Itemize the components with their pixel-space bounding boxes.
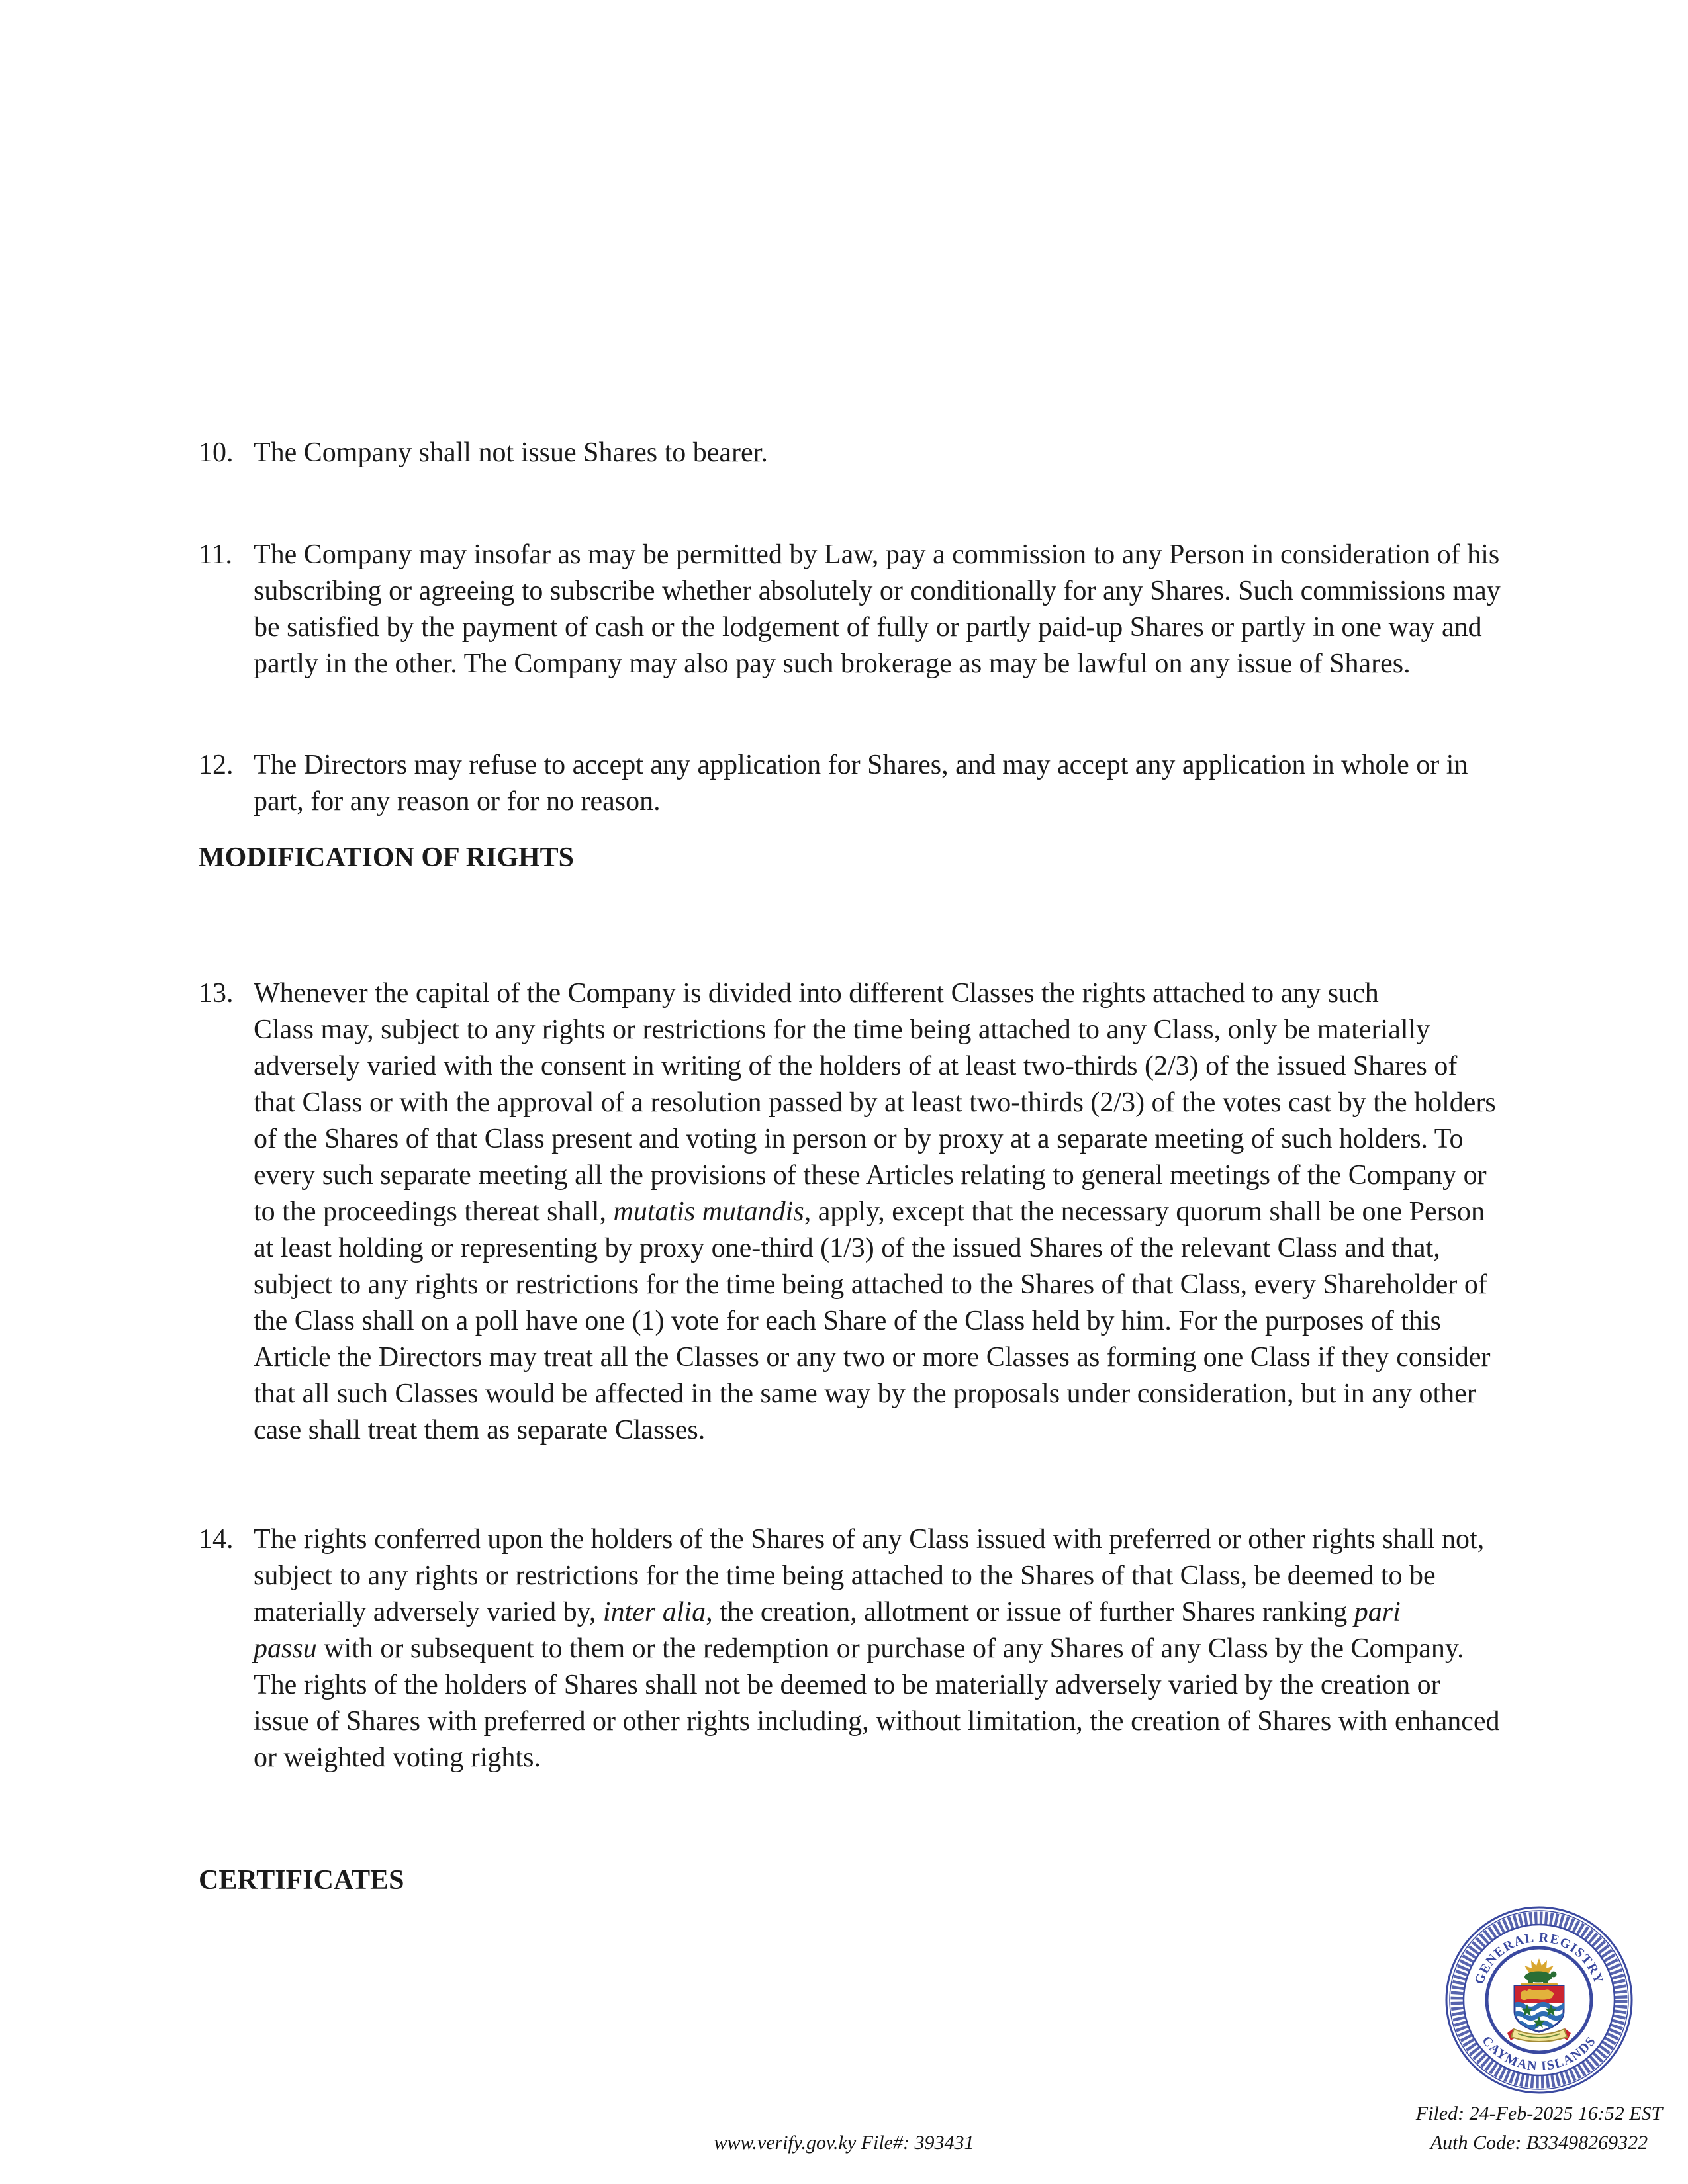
articles-section — [199, 435, 1529, 1899]
filed-date-line: Filed: 24-Feb-2025 16:52 EST — [1415, 2103, 1663, 2124]
section-heading: MODIFICATION OF RIGHTS — [199, 842, 575, 873]
article-item-13 — [199, 976, 1529, 1449]
text-line: to the proceedings thereat shall, mutatis mutandis, apply, except that the necessary quorum shall be one Person — [254, 1197, 1485, 1227]
article-text — [254, 976, 1529, 1449]
text-line: The rights conferred upon the holders of the Shares of any Class issued with preferred or other rights shall not, — [254, 1524, 1485, 1555]
text-line: every such separate meeting all the provisions of these Articles relating to general meetings of the Company or — [254, 1160, 1487, 1191]
text-line: adversely varied with the consent in writing of the holders of at least two-thirds (2/3) of the issued Shares of — [254, 1051, 1458, 1081]
text-line: The Company shall not issue Shares to bearer. — [254, 437, 768, 468]
verify-footer-line: www.verify.gov.ky File#: 393431 — [714, 2132, 974, 2154]
text-line: the Class shall on a poll have one (1) vote for each Share of the Class held by him. For the purposes of this — [254, 1306, 1441, 1336]
text-line: The Company may insofar as may be permitted by Law, pay a commission to any Person in consideration of his — [254, 539, 1500, 570]
text-line: Whenever the capital of the Company is divided into different Classes the rights attached to any such — [254, 978, 1379, 1009]
text-line: subscribing or agreeing to subscribe whether absolutely or conditionally for any Shares. Such commissions may — [254, 576, 1501, 606]
text-line: materially adversely varied by, inter alia, the creation, allotment or issue of further Shares ranking pari — [254, 1597, 1401, 1627]
text-line: Class may, subject to any rights or restrictions for the time being attached to any Class, only be materially — [254, 1015, 1430, 1045]
article-number: 12. — [199, 750, 234, 780]
section-heading: CERTIFICATES — [199, 1865, 404, 1895]
general-registry-seal — [1443, 1904, 1635, 2096]
seal-top-text: GENERAL REGISTRY — [1472, 1930, 1607, 1987]
article-item-11 — [199, 537, 1529, 682]
text-line: The Directors may refuse to accept any application for Shares, and may accept any application in whole or in — [254, 750, 1468, 780]
text-line: case shall treat them as separate Classes. — [254, 1415, 706, 1445]
article-number: 13. — [199, 978, 234, 1009]
text-line: issue of Shares with preferred or other rights including, without limitation, the creation of Shares with enhanced — [254, 1706, 1500, 1737]
article-item-12 — [199, 747, 1529, 820]
text-line: at least holding or representing by proxy one-third (1/3) of the issued Shares of the relevant Class and that, — [254, 1233, 1440, 1263]
article-text — [254, 1522, 1529, 1776]
text-line: The rights of the holders of Shares shall not be deemed to be materially adversely varied by the creation or — [254, 1670, 1440, 1700]
text-line: passu with or subsequent to them or the redemption or purchase of any Shares of any Class by the Company. — [254, 1633, 1464, 1664]
text-line: partly in the other. The Company may also pay such brokerage as may be lawful on any issue of Shares. — [254, 649, 1411, 679]
text-line: Article the Directors may treat all the Classes or any two or more Classes as forming one Class if they consider — [254, 1342, 1491, 1373]
auth-code-line: Auth Code: B33498269322 — [1430, 2132, 1648, 2154]
article-item-14 — [199, 1522, 1529, 1776]
article-text — [254, 747, 1529, 820]
turtle — [1524, 1972, 1557, 1984]
text-line: part, for any reason or for no reason. — [254, 786, 661, 817]
article-text — [254, 435, 1529, 471]
article-text — [254, 537, 1529, 682]
text-line: subject to any rights or restrictions for the time being attached to the Shares of that Class, every Shareholder of — [254, 1269, 1487, 1300]
article-number: 10. — [199, 437, 234, 468]
text-line: that all such Classes would be affected in the same way by the proposals under consideration, but in any other — [254, 1379, 1476, 1409]
text-line: or weighted voting rights. — [254, 1743, 541, 1773]
article-number: 11. — [199, 539, 232, 570]
article-number: 14. — [199, 1524, 234, 1555]
text-line: subject to any rights or restrictions for the time being attached to the Shares of that Class, be deemed to be — [254, 1561, 1436, 1591]
text-line: be satisfied by the payment of cash or the lodgement of fully or partly paid-up Shares or partly in one way and — [254, 612, 1482, 643]
coat-of-arms — [1507, 1958, 1575, 2042]
text-line: of the Shares of that Class present and voting in person or by proxy at a separate meeting of such holders. To — [254, 1124, 1464, 1154]
seal-bottom-text: CAYMAN ISLANDS — [1479, 2033, 1599, 2074]
text-line: that Class or with the approval of a resolution passed by at least two-thirds (2/3) of the votes cast by the holders — [254, 1087, 1496, 1118]
seal-graphic — [1443, 1904, 1635, 2096]
article-item-10 — [199, 435, 1529, 471]
